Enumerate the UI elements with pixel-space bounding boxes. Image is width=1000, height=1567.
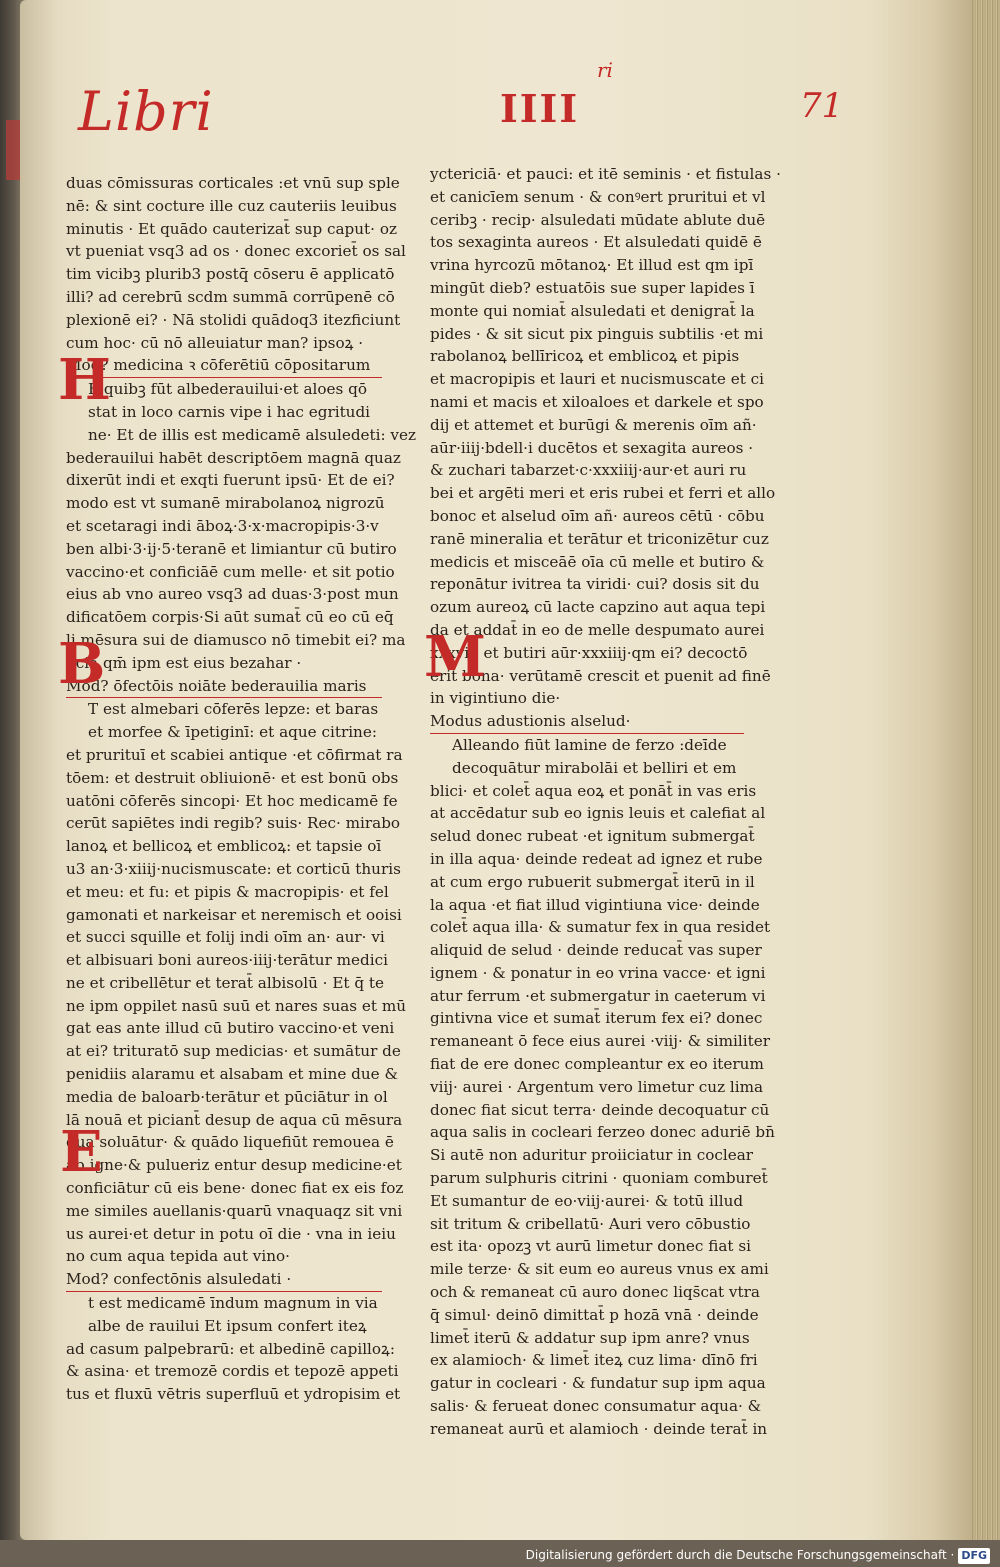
text-line: licia qm̄ ipm est eius bezahar · xyxy=(66,653,302,672)
text-line: in vigintiuno die· xyxy=(430,689,561,708)
text-line: parum sulphuris citrini · quoniam comburet̄ xyxy=(430,1169,768,1188)
text-line: ad casum palpebrarū: et albedinē capilloꝝ: xyxy=(66,1339,395,1358)
text-line: gat eas ante illud cū butiro vaccino·et veni xyxy=(66,1019,395,1038)
text-line: est ita· opozꝫ vt aurū limetur donec fiat si xyxy=(430,1237,752,1256)
text-line: ab igne·& pulueriz entur desup medicine·et xyxy=(66,1156,402,1175)
text-line: duas cōmissuras corticales :et vnū sup sple xyxy=(66,174,400,192)
funding-credit-text: Digitalisierung gefördert durch die Deutsche Forschungsgemeinschaft · xyxy=(525,1548,955,1562)
text-line: medicis et misceāē oīa cū melle et butiro & xyxy=(430,552,765,571)
text-line: t est medicamē īndum magnum in via xyxy=(88,1294,378,1313)
text-line: ceribꝫ · recip· alsuledati mūdate ablute duē xyxy=(430,210,766,229)
text-line: ignem · & ponatur in eo vrina vacce· et igni xyxy=(430,963,766,982)
text-line: ne ipm oppilet nasū suū et nares suas et mū xyxy=(66,996,407,1015)
text-line: remaneat aurū et alamioch · deinde terat̄ in xyxy=(430,1419,768,1438)
text-line: gamonati et narkeisar et neremisch et ooisi xyxy=(66,905,402,924)
text-line: albe de rauilui Et ipsum confert iteꝝ xyxy=(88,1316,367,1335)
text-line: selud donec rubeat ·et ignitum submergat̄ xyxy=(430,827,755,846)
text-line: atur ferrum ·et submergatur in caeterum vi xyxy=(430,986,766,1005)
text-line: illi? ad cerebrū scdm summā corrūpenē cō xyxy=(66,287,395,306)
text-line: conficiātur cū eis bene· donec fiat ex eis foz xyxy=(66,1179,404,1198)
text-line: us aurei·et detur in potu oī die · vna in ieiu xyxy=(66,1224,396,1243)
text-column-right xyxy=(430,163,781,1441)
text-line: modo est vt sumanē mirabolanoꝝ nigrozū xyxy=(66,494,385,513)
decorated-initial-h: H xyxy=(58,347,111,413)
text-line: eius ab vno aureo vsq3 ad duas·3·post mun xyxy=(66,585,399,604)
text-line: yctericiā· et pauci: et itē seminis · et fistulas · xyxy=(430,165,781,183)
text-line: tos sexaginta aureos · Et alsuledati quidē ē xyxy=(430,233,762,252)
text-line: uatōni cōferēs sincopi· Et hoc medicamē fe xyxy=(66,791,398,810)
text-line: vrina hyrcozū mōtanoꝝ· Et illud est qm ipī xyxy=(430,256,754,275)
text-line: media de baloarb·terātur et pūciātur in ol xyxy=(66,1087,388,1106)
text-line: decoquātur mirabolāi et belliri et em xyxy=(452,758,737,777)
text-line: viij· aurei · Argentum vero limetur cuz lima xyxy=(430,1077,764,1096)
text-line: sit tritum & cribellatū· Auri vero cōbustio xyxy=(430,1214,751,1233)
text-line: T est almebari cōferēs lepze: et baras xyxy=(88,700,379,719)
text-line: da et addat̄ in eo de melle despumato aurei xyxy=(430,620,765,639)
text-line: Si autē non aduritur proiiciatur in coclear xyxy=(430,1146,754,1165)
text-line: dificatōem corpis·Si aūt sumat̄ cū eo cū eq̄ xyxy=(66,608,394,627)
text-line: salis· & ferueat donec consumatur aqua· & xyxy=(430,1397,762,1416)
text-line: & asina· et tremozē cordis et tepozē appeti xyxy=(66,1362,399,1381)
text-line: E quibꝫ fūt albederauilui·et aloes qō xyxy=(88,380,367,399)
text-line: mile terze· & sit eum eo aureus vnus ex ami xyxy=(430,1260,769,1279)
text-line: ranē mineralia et terātur et triconizētur cuz xyxy=(430,529,769,548)
text-line: aqua salis in cocleari ferzeo donec aduriē bn̄ xyxy=(430,1123,775,1142)
dfg-logo: DFG xyxy=(958,1548,990,1564)
text-line: erit bona· verūtamē crescit et puenit ad finē xyxy=(430,666,771,685)
text-line: Alleando fiūt lamine de ferzo :deīde xyxy=(452,735,727,754)
text-line: ozum aureoꝝ cū lacte capzino aut aqua tepi xyxy=(430,598,766,617)
text-line: bederauilui habēt descriptōem magnā quaz xyxy=(66,448,401,467)
text-line: vt pueniat vsq3 ad os · donec excoriet̄ os sal xyxy=(66,242,406,261)
text-line: remaneant ō fece eius aurei ·viij· & similiter xyxy=(430,1032,770,1051)
text-line: q̄ simul· deinō dimittat̄ p hozā vnā · deinde xyxy=(430,1305,759,1324)
decorated-initial-e: E xyxy=(60,1119,103,1185)
text-line: u3 an·3·xiiij·nucismuscate: et corticū thuris xyxy=(66,859,401,878)
text-line: aliquid de selud · deinde reducat̄ vas super xyxy=(430,941,762,960)
text-line: tim vicibꝫ plurib3 postq̄ cōseru ē applicatō xyxy=(66,265,395,284)
text-line: bonoc et alselud oīm añ· aureos cētū · cōbu xyxy=(430,506,765,525)
text-line: at accēdatur sub eo ignis leuis et calefiat al xyxy=(430,804,766,823)
running-header-book-number: IIII xyxy=(500,86,580,131)
funding-credit xyxy=(526,1547,990,1564)
text-line: no cum aqua tepida aut vino· xyxy=(66,1247,290,1266)
text-line: et canicīem senum · & conꝰert pruritui et vl xyxy=(430,187,766,206)
text-line: donec fiat sicut terra· deinde decoquatur cū xyxy=(430,1100,770,1119)
text-line: cum hoc· cū nō alleuiatur man? ipsoꝝ · xyxy=(66,333,364,352)
text-line: stat in loco carnis vipe i hac egritudi xyxy=(88,402,371,421)
text-line: qua soluātur· & quādo liquefiūt remouea ē xyxy=(66,1133,394,1152)
text-line: och & remaneat cū auro donec liqs̄cat vtra xyxy=(430,1283,760,1302)
text-line: mingūt dieb? estuatōis sue super lapides ī xyxy=(430,278,755,297)
text-line: lanoꝝ et bellicoꝝ et emblicoꝝ: et tapsie oī xyxy=(66,837,382,856)
text-line: et macropipis et lauri et nucismuscate et ci xyxy=(430,370,764,389)
text-line: vaccino·et conficiāē cum melle· et sit potio xyxy=(66,562,395,581)
text-line: at ei? trituratō sup medicias· et sumātur de xyxy=(66,1042,401,1061)
text-line: et scetaragi indi āboꝝ·3·x·macropipis·3·v xyxy=(66,516,379,535)
text-line: tōem: et destruit obliuionē· et est bonū obs xyxy=(66,768,399,787)
text-line: limet̄ iterū & addatur sup ipm anre? vnus xyxy=(430,1328,750,1347)
text-line: penidiis alaramu et alsabam et mine due & xyxy=(66,1065,398,1084)
text-line: blici· et colet̄ aqua eoꝝ et ponāt̄ in vas eris xyxy=(430,781,757,800)
text-line: Et sumantur de eo·viij·aurei· & totū illud xyxy=(430,1191,744,1210)
running-header-annotation: ri xyxy=(597,58,613,82)
text-line: bei et argēti meri et eris rubei et ferri et allo xyxy=(430,484,776,503)
text-line: dij et attemet et burūgi & merenis oīm añ· xyxy=(430,415,757,434)
text-line: cerūt sapiētes indi regib? suis· Rec· mirabo xyxy=(66,814,401,833)
text-line: ex alamioch· & limet̄ iteꝝ cuz lima· dīnō fri xyxy=(430,1351,758,1370)
text-line: gintivna vice et sumat̄ iterum fex ei? donec xyxy=(430,1009,763,1028)
text-line: et meu: et fu: et pipis & macropipis· et fel xyxy=(66,882,389,901)
text-line: & zuchari tabarzet·c·xxxiiij·aur·et auri ru xyxy=(430,461,747,480)
section-heading: Mod? medicina ꝛ cōferētiū cōpositarum xyxy=(66,354,382,378)
text-line: minutis · Et quādo cauterizat̄ sup caput· oz xyxy=(66,219,397,238)
text-line: gatur in cocleari · & fundatur sup ipm aqua xyxy=(430,1374,766,1393)
text-line: at cum ergo rubuerit submergat̄ iterū in il xyxy=(430,872,755,891)
text-line: et morfee & īpetiginī: et aque citrine: xyxy=(88,723,377,742)
page-fore-edge xyxy=(972,0,1000,1540)
text-line: nē: & sint cocture ille cuz cauteriis leuibus xyxy=(66,196,397,215)
text-line: colet̄ aqua illa· & sumatur fex in qua residet xyxy=(430,918,771,937)
text-line: la aqua ·et fiat illud vigintiuna vice· deinde xyxy=(430,895,760,914)
text-line: et albisuari boni aureos·iiij·terātur medici xyxy=(66,951,388,970)
text-line: fiat de ere donec compleantur ex eo iterum xyxy=(430,1055,764,1074)
text-line: in illa aqua· deinde redeat ad ignez et rube xyxy=(430,849,763,868)
text-line: tus et fluxū vētris superfluū et ydropisim et xyxy=(66,1385,401,1404)
text-line: ne· Et de illis est medicamē alsuledeti: vez xyxy=(88,425,417,444)
text-line: lā nouā et piciant̄ desup de aqua cū mēsura xyxy=(66,1110,403,1129)
section-heading: Modus adustionis alselud· xyxy=(430,710,744,734)
section-heading: Mod? confectōnis alsuledati · xyxy=(66,1268,382,1292)
text-line: rabolanoꝝ bellīricoꝝ et emblicoꝝ et pipis xyxy=(430,347,740,366)
gutter-red-mark xyxy=(6,120,20,180)
decorated-initial-b: B xyxy=(58,631,106,697)
text-line: reponātur ivitrea ta viridi· cui? dosis sit du xyxy=(430,575,760,594)
text-line: ne et cribellētur et terat̄ albisolū · Et q̄ te xyxy=(66,973,384,992)
folio-number: 71 xyxy=(800,86,844,126)
decorated-initial-m: M xyxy=(424,624,486,690)
text-line: plexionē ei? · Nā stolidi quādoq3 itezficiunt xyxy=(66,310,401,329)
text-line: aūr·iiij·bdell·i ducētos et sexagita aureos · xyxy=(430,438,754,457)
running-header-left: Libri xyxy=(78,80,214,143)
text-line: ben albi·3·ij·5·teranē et limiantur cū butiro xyxy=(66,539,397,558)
text-line: li mēsura sui de diamusco nō timebit ei? ma xyxy=(66,630,406,649)
text-line: pides · & sit sicut pix pinguis subtilis ·et mi xyxy=(430,324,764,343)
text-line: nami et macis et xiloaloes et darkele et spo xyxy=(430,392,764,411)
text-line: dixerūt indi et exqti fuerunt ipsū· Et de ei? xyxy=(66,471,395,490)
section-heading: Mod? ōfectōis noiāte bederauilia maris xyxy=(66,675,382,699)
text-line: me similes auellanis·quarū vnaquaqz sit vni xyxy=(66,1201,403,1220)
text-line: xxxvij· et butiri aūr·xxxiiij·qm ei? decoctō xyxy=(430,643,748,662)
text-column-left xyxy=(66,172,417,1406)
text-line: et succi squille et folij indi oīm an· aur· vi xyxy=(66,928,385,947)
text-line: et prurituī et scabiei antique ·et cōfirmat ra xyxy=(66,745,403,764)
text-line: monte qui nomiat̄ alsuledati et denigrat̄ la xyxy=(430,301,755,320)
